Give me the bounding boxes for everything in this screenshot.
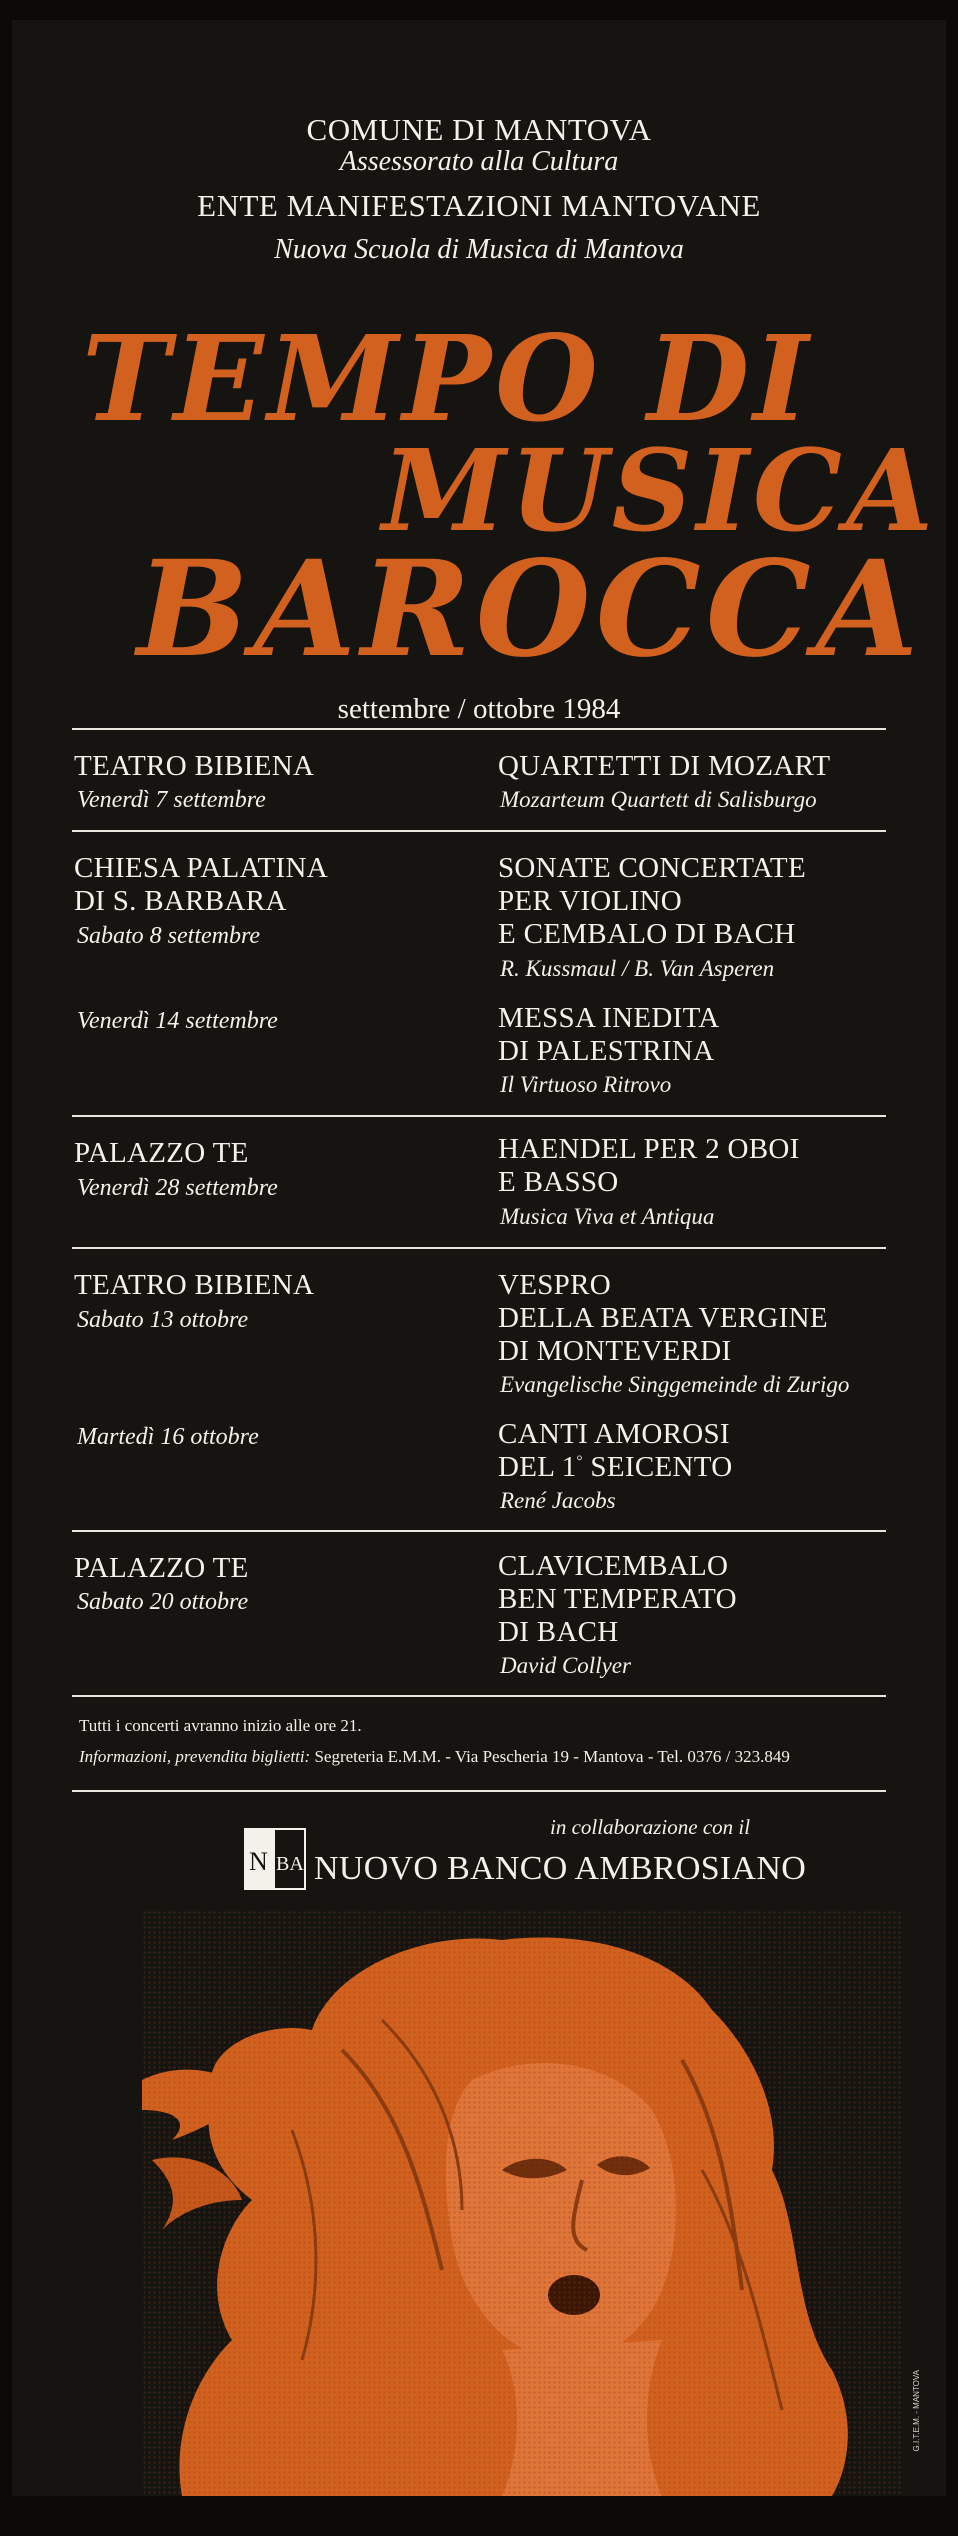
event-program: DELLA BEATA VERGINE [498,1302,828,1334]
poster [12,20,946,2496]
event-program [498,1451,732,1484]
divider [72,1530,886,1532]
festival-title [12,290,946,690]
sponsor-intro: in collaborazione con il [550,1815,751,1839]
statue-face-icon [142,1910,902,2496]
title-line-2: MUSICA [382,426,937,557]
event-performer: David Collyer [500,1653,631,1678]
event-program: DI PALESTRINA [498,1035,715,1067]
ticket-info [79,1747,790,1767]
bank-logo-letter-n: N [249,1847,268,1876]
event-performer: René Jacobs [500,1488,616,1513]
event-venue: CHIESA PALATINA [74,852,328,884]
bank-logo-icon [244,1828,306,1890]
event-program: BEN TEMPERATO [498,1583,737,1615]
event-date: Sabato 20 ottobre [77,1589,249,1615]
ticket-info-label: Informazioni, prevendita biglietti: [79,1747,311,1766]
event-performer: Musica Viva et Antiqua [500,1204,715,1229]
event-date: Martedì 16 ottobre [77,1424,259,1450]
event-performer: Mozarteum Quartett di Salisburgo [500,787,817,812]
divider [72,1115,886,1117]
event-program: VESPRO [498,1269,611,1301]
event-program: E BASSO [498,1166,619,1198]
event-venue: PALAZZO TE [74,1137,249,1169]
header-organizer: ENTE MANIFESTAZIONI MANTOVANE [197,188,761,223]
event-date: Sabato 8 settembre [77,923,261,949]
event-program: CLAVICEMBALO [498,1550,729,1582]
header-school: Nuova Scuola di Musica di Mantova [274,234,684,265]
divider [72,1247,886,1249]
printer-credit: G.I.T.E.M. - MANTOVA [912,2370,921,2452]
festival-period: settembre / ottobre 1984 [337,693,621,725]
event-venue: TEATRO BIBIENA [74,750,315,782]
ticket-info-detail: Segreteria E.M.M. - Via Pescheria 19 - Mantova - Tel. 0376 / 323.849 [314,1747,790,1766]
event-program-part: DEL 1 [498,1451,577,1483]
event-program-part: SEICENTO [590,1451,733,1483]
event-program: QUARTETTI DI MOZART [498,750,831,782]
event-date: Venerdì 14 settembre [77,1008,278,1034]
event-program: CANTI AMOROSI [498,1418,730,1450]
divider [72,728,886,730]
event-performer: Evangelische Singgemeinde di Zurigo [500,1372,850,1397]
bank-logo-letters: BA [276,1853,304,1875]
header-municipality: COMUNE DI MANTOVA [306,112,652,147]
event-program: SONATE CONCERTATE [498,852,806,884]
event-program: DI BACH [498,1616,619,1648]
title-line-3: BAROCCA [137,532,924,687]
title-line-1: TEMPO DI [82,309,813,448]
event-performer: Il Virtuoso Ritrovo [500,1072,672,1097]
event-program: HAENDEL PER 2 OBOI [498,1133,800,1165]
event-venue: TEATRO BIBIENA [74,1269,315,1301]
divider [72,1695,886,1697]
event-date: Sabato 13 ottobre [77,1307,249,1333]
event-program: DI MONTEVERDI [498,1335,732,1367]
divider [72,830,886,832]
event-venue: DI S. BARBARA [74,885,287,917]
ordinal-superscript: ° [576,1453,583,1470]
start-time-note: Tutti i concerti avranno inizio alle ore 21. [79,1716,362,1735]
event-date: Venerdì 7 settembre [77,787,266,813]
event-performer: R. Kussmaul / B. Van Asperen [500,956,775,981]
event-venue: PALAZZO TE [74,1552,249,1584]
event-program: PER VIOLINO [498,885,683,917]
event-program: E CEMBALO DI BACH [498,918,796,950]
event-date: Venerdì 28 settembre [77,1175,278,1201]
divider [72,1790,886,1792]
sponsor-name: NUOVO BANCO AMBROSIANO [314,1850,807,1887]
event-program: MESSA INEDITA [498,1002,720,1034]
header-department: Assessorato alla Cultura [339,146,619,177]
